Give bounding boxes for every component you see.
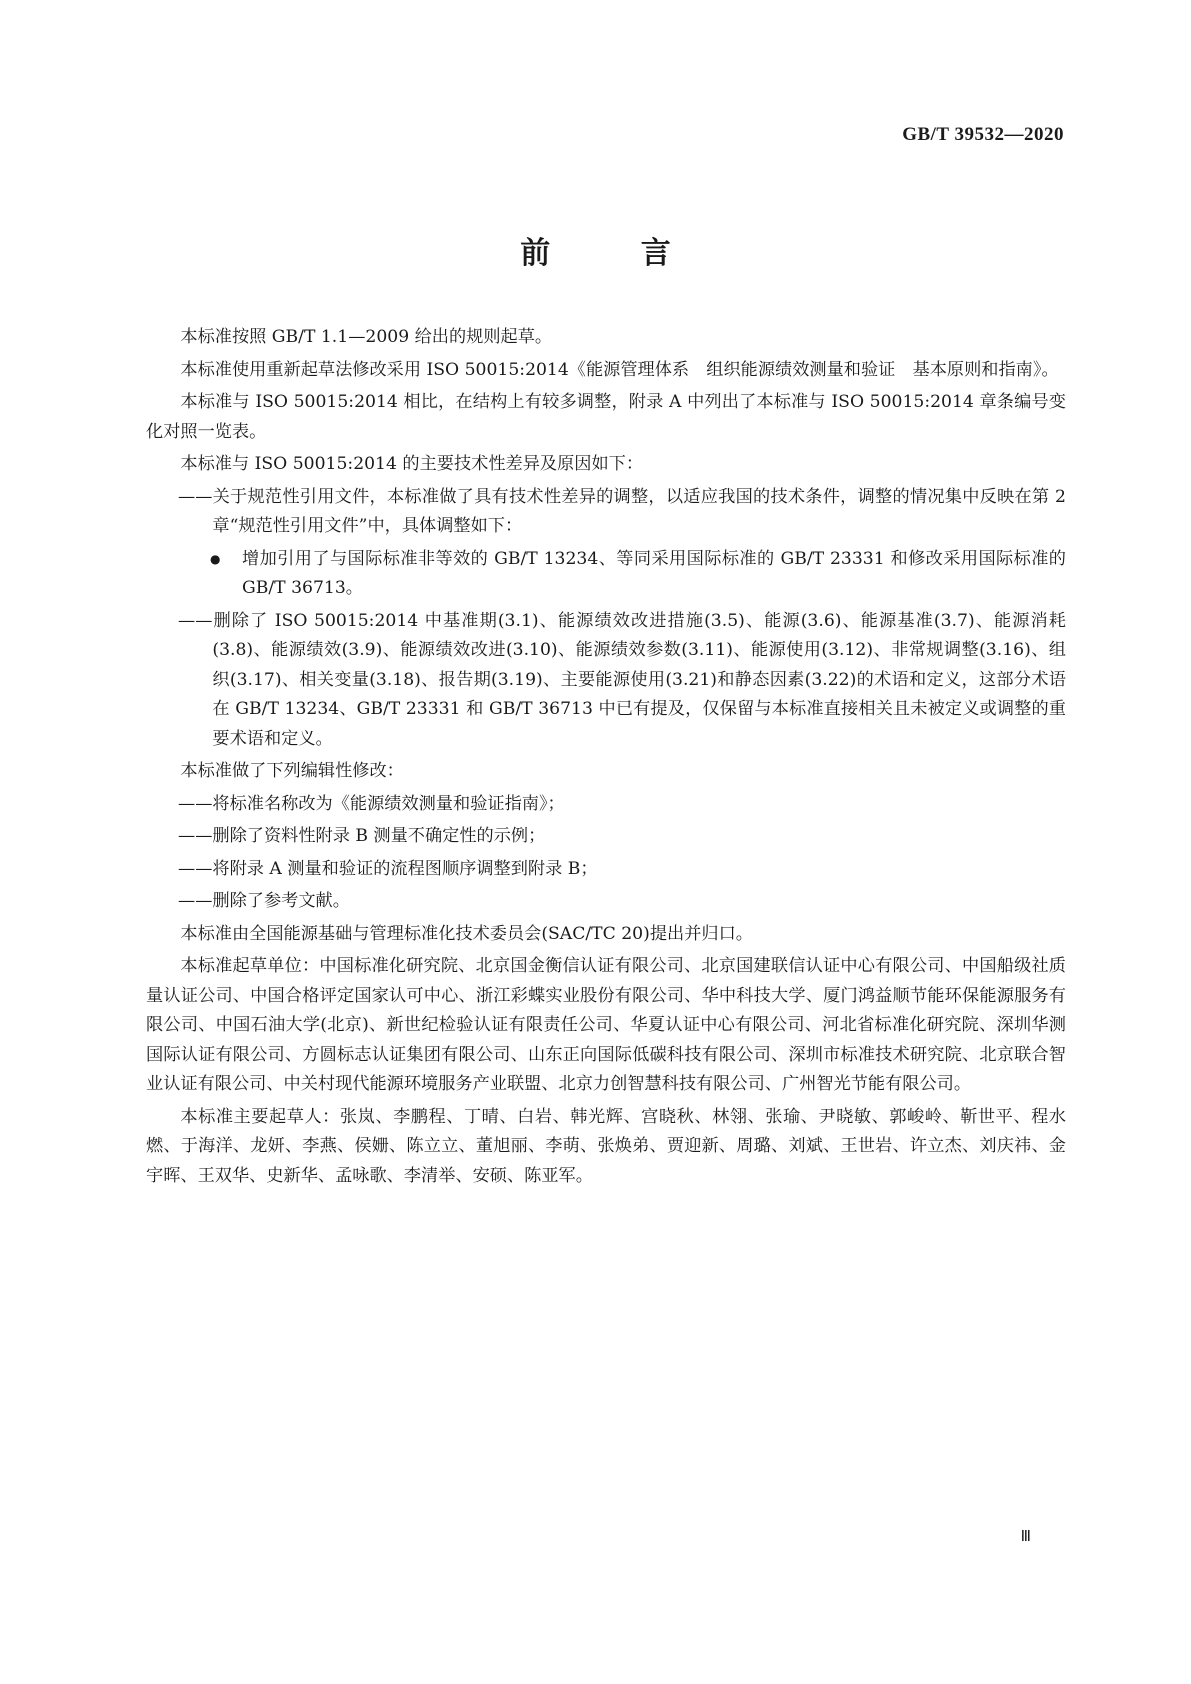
paragraph-drafting-units: 本标准起草单位：中国标准化研究院、北京国金衡信认证有限公司、北京国建联信认证中心有限公司、中国船级社质量认证公司、中国合格评定国家认可中心、浙江彩蝶实业股份有限公司、华中科技大学、厦门鸿益顺节能环保能源服务有限公司、中国石油大学(北京)、新世纪检验认证有限责任公司、华夏认证中心有限公司、河北省标准化研究院、深圳华测国际认证有限公司、方圆标志认证集团有限公司、山东正向国际低碳科技有限公司、深圳市标准技术研究院、北京联合智业认证有限公司、中关村现代能源环境服务产业联盟、北京力创智慧科技有限公司、广州智光节能有限公司。 — [146, 956, 1066, 1094]
page-title: 前 言 — [520, 236, 711, 271]
paragraph-editorial-intro: 本标准做了下列编辑性修改： — [180, 761, 404, 781]
page-number: Ⅲ — [1020, 1529, 1031, 1545]
difference-item-terms: ——删除了 ISO 50015:2014 中基准期(3.1)、能源绩效改进措施(3.5)、能源(3.6)、能源基准(3.7)、能源消耗(3.8)、能源绩效(3.9)、能源绩效改进(3.10)、能源绩效参数(3.11)、能源使用(3.12)、非常规调整(3.16)、组织(3.17)、相关变量(3.18)、报告期(3.19)、主要能源使用(3.21)和静态因素(3.22)的术语和定义，这部分术语在 GB/T 13234、GB/T 23331 和 GB/T 36713 中已有提及，仅保留与本标准直接相关且未被定义或调整的重要术语和定义。 — [178, 610, 1066, 749]
paragraph-drafters: 本标准主要起草人：张岚、李鹏程、丁晴、白岩、韩光辉、宫晓秋、林翎、张瑜、尹晓敏、郭峻岭、靳世平、程水燃、于海洋、龙妍、李燕、侯姗、陈立立、董旭丽、李萌、张焕弟、贾迎新、周璐、刘斌、王世岩、许立杰、刘庆祎、金宇晖、王双华、史新华、孟咏歌、李清举、安硕、陈亚军。 — [146, 1106, 1066, 1186]
editorial-item: ——将标准名称改为《能源绩效测量和验证指南》； — [178, 793, 565, 814]
paragraph-committee: 本标准由全国能源基础与管理标准化技术委员会(SAC/TC 20)提出并归口。 — [180, 923, 753, 944]
document-body — [146, 323, 1066, 1194]
paragraph-differences-intro: 本标准与 ISO 50015:2014 的主要技术性差异及原因如下： — [180, 454, 644, 474]
standard-code: GB/T 39532—2020 — [902, 124, 1064, 145]
paragraph-drafting-rules: 本标准按照 GB/T 1.1—2009 给出的规则起草。 — [180, 327, 553, 347]
bullet-icon: ● — [210, 551, 221, 566]
paragraph-adoption: 本标准使用重新起草法修改采用 ISO 50015:2014《能源管理体系 组织能源绩效测量和验证 基本原则和指南》。 — [180, 359, 1059, 380]
editorial-item: ——删除了参考文献。 — [178, 891, 350, 911]
editorial-item: ——删除了资料性附录 B 测量不确定性的示例； — [178, 826, 546, 846]
editorial-item: ——将附录 A 测量和验证的流程图顺序调整到附录 B； — [178, 858, 598, 879]
difference-bullet-text: 增加引用了与国际标准非等效的 GB/T 13234、等同采用国际标准的 GB/T 23331 和修改采用国际标准的 GB/T 36713。 — [242, 548, 1066, 598]
difference-bullet — [210, 545, 1066, 604]
paragraph-structure: 本标准与 ISO 50015:2014 相比，在结构上有较多调整，附录 A 中列出了本标准与 ISO 50015:2014 章条编号变化对照一览表。 — [146, 392, 1066, 442]
difference-item-references: ——关于规范性引用文件，本标准做了具有技术性差异的调整，以适应我国的技术条件，调整的情况集中反映在第 2 章“规范性引用文件”中，具体调整如下： — [178, 486, 1066, 536]
